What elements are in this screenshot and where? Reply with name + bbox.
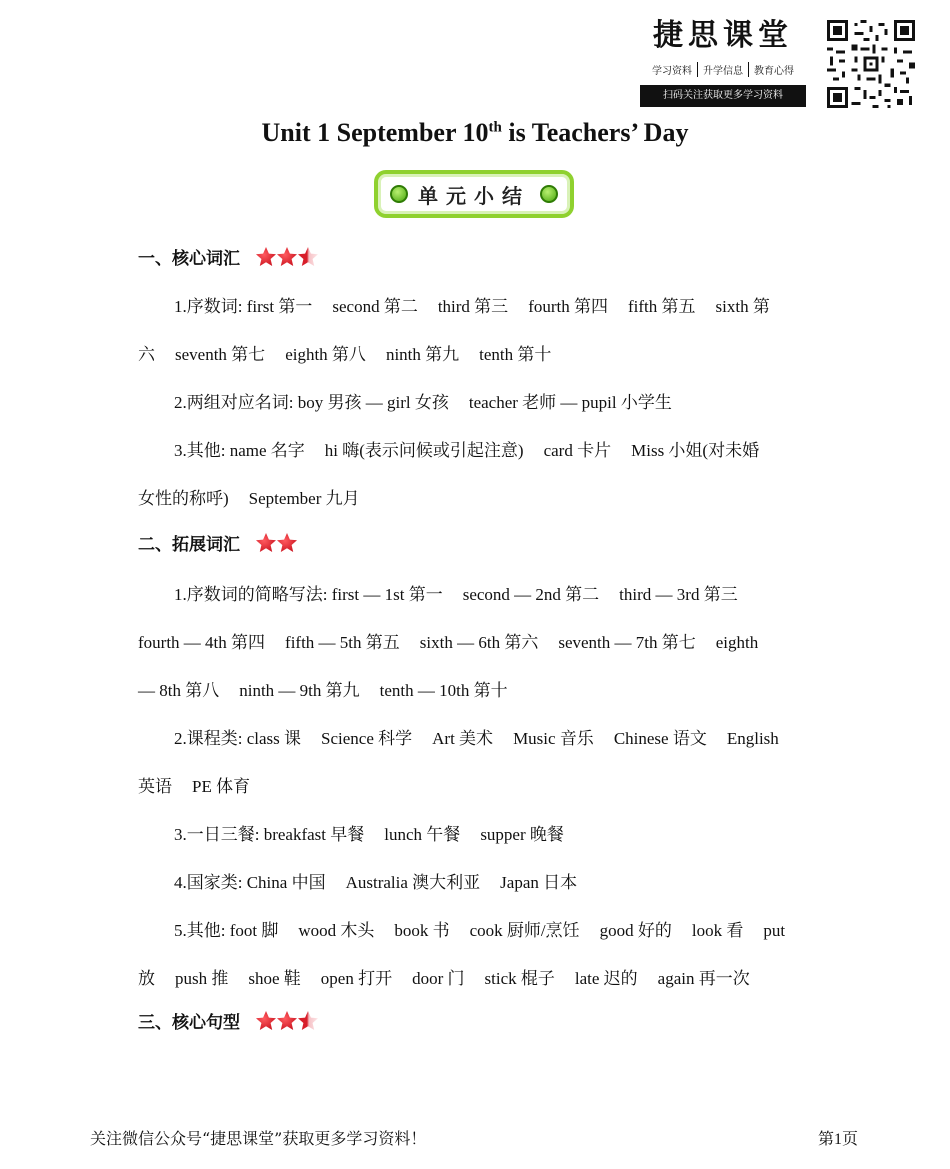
title-rest: is Teachers’ Day bbox=[501, 118, 689, 147]
half-star-icon bbox=[296, 245, 320, 269]
text-line bbox=[138, 340, 828, 365]
text-item: lunch 午餐 bbox=[384, 825, 461, 844]
text-item: English bbox=[726, 729, 779, 748]
text-item: Japan 日本 bbox=[500, 873, 578, 892]
text-item: ninth 第九 bbox=[385, 345, 460, 364]
text-item: 3.一日三餐: breakfast 早餐 bbox=[174, 825, 365, 844]
text-item: ninth — 9th 第九 bbox=[239, 681, 360, 700]
text-item: open 打开 bbox=[320, 969, 393, 988]
section-heading-extended-vocab bbox=[138, 530, 296, 555]
text-line bbox=[138, 772, 828, 797]
qr-code-icon[interactable] bbox=[827, 20, 915, 108]
text-item: September 九月 bbox=[248, 489, 360, 508]
text-line bbox=[174, 436, 864, 461]
text-item: third — 3rd 第三 bbox=[619, 585, 738, 604]
brand-scan-bar: 扫码关注获取更多学习资料 bbox=[640, 85, 806, 107]
brand-links bbox=[640, 62, 806, 77]
text-item: eighth 第八 bbox=[285, 345, 366, 364]
text-item: second — 2nd 第二 bbox=[462, 585, 600, 604]
text-item: 2.课程类: class 课 bbox=[174, 729, 302, 748]
text-item: 5.其他: foot 脚 bbox=[174, 921, 279, 940]
unit-summary-badge bbox=[374, 170, 574, 218]
text-line bbox=[138, 676, 828, 701]
text-item: second 第二 bbox=[332, 297, 418, 316]
text-item: seventh 第七 bbox=[175, 345, 266, 364]
text-item: fifth — 5th 第五 bbox=[285, 633, 400, 652]
text-item: fourth 第四 bbox=[528, 297, 608, 316]
text-item: third 第三 bbox=[437, 297, 509, 316]
text-item: book 书 bbox=[394, 921, 450, 940]
rating-stars bbox=[254, 531, 296, 555]
text-item: Music 音乐 bbox=[513, 729, 594, 748]
text-line bbox=[138, 964, 828, 989]
text-line bbox=[174, 724, 864, 749]
text-item: tenth — 10th 第十 bbox=[379, 681, 508, 700]
brand-link-study[interactable]: 学习资料 bbox=[647, 62, 698, 77]
text-item: eighth bbox=[715, 633, 759, 652]
text-line bbox=[174, 820, 864, 845]
brand-block bbox=[640, 16, 806, 107]
text-item: 4.国家类: China 中国 bbox=[174, 873, 326, 892]
green-dot-icon bbox=[390, 185, 408, 203]
text-item: teacher 老师 — pupil 小学生 bbox=[468, 393, 672, 412]
section-heading-core-vocab bbox=[138, 244, 317, 269]
text-line bbox=[174, 580, 864, 605]
text-item: stick 棍子 bbox=[484, 969, 555, 988]
text-item: — 8th 第八 bbox=[138, 681, 220, 700]
section-title: 一、核心词汇 bbox=[138, 249, 240, 269]
section-heading-core-sentences bbox=[138, 1008, 317, 1033]
title-main: Unit 1 September 10 bbox=[261, 118, 489, 147]
text-item: wood 木头 bbox=[298, 921, 375, 940]
title-sup: th bbox=[488, 119, 502, 136]
text-item: cook 厨师/烹饪 bbox=[469, 921, 580, 940]
text-item: PE 体育 bbox=[192, 777, 251, 796]
text-item: fifth 第五 bbox=[627, 297, 696, 316]
text-item: door 门 bbox=[412, 969, 465, 988]
page-number: 第1页 bbox=[818, 1131, 859, 1148]
text-item: sixth — 6th 第六 bbox=[419, 633, 539, 652]
text-item: fourth — 4th 第四 bbox=[138, 633, 266, 652]
rating-stars bbox=[254, 1009, 317, 1033]
section-title: 二、拓展词汇 bbox=[138, 535, 240, 555]
brand-name: 捷思课堂 bbox=[653, 18, 793, 53]
text-item: 1.序数词的简略写法: first — 1st 第一 bbox=[174, 585, 443, 604]
text-item: 1.序数词: first 第一 bbox=[174, 297, 313, 316]
text-item: 六 bbox=[138, 345, 155, 364]
text-item: Australia 澳大利亚 bbox=[345, 873, 481, 892]
section-title: 三、核心句型 bbox=[138, 1013, 240, 1033]
text-item: 3.其他: name 名字 bbox=[174, 441, 305, 460]
text-line bbox=[138, 628, 828, 653]
text-item: Chinese 语文 bbox=[613, 729, 707, 748]
text-item: look 看 bbox=[691, 921, 744, 940]
text-item: again 再一次 bbox=[657, 969, 750, 988]
text-item: good 好的 bbox=[599, 921, 672, 940]
text-line bbox=[138, 484, 828, 509]
page-title bbox=[0, 118, 950, 148]
text-item: 女性的称呼) bbox=[138, 489, 229, 508]
text-item: 2.两组对应名词: boy 男孩 — girl 女孩 bbox=[174, 393, 449, 412]
half-star-icon bbox=[296, 1009, 320, 1033]
rating-stars bbox=[254, 245, 317, 269]
text-line bbox=[174, 868, 864, 893]
text-line bbox=[174, 388, 864, 413]
brand-link-education[interactable]: 教育心得 bbox=[754, 66, 794, 77]
text-item: seventh — 7th 第七 bbox=[558, 633, 696, 652]
text-item: put bbox=[763, 921, 786, 940]
text-line bbox=[174, 916, 864, 941]
footer-note: 关注微信公众号“捷思课堂”获取更多学习资料！ bbox=[90, 1129, 427, 1148]
text-item: Miss 小姐(对未婚 bbox=[631, 441, 760, 460]
brand-link-admission[interactable]: 升学信息 bbox=[698, 62, 749, 77]
text-item: shoe 鞋 bbox=[248, 969, 301, 988]
text-item: 放 bbox=[138, 969, 155, 988]
text-item: 英语 bbox=[138, 777, 172, 796]
green-dot-icon bbox=[540, 185, 558, 203]
text-item: late 迟的 bbox=[574, 969, 638, 988]
text-item: sixth 第 bbox=[715, 297, 770, 316]
text-item: tenth 第十 bbox=[479, 345, 552, 364]
badge-label: 单元小结 bbox=[418, 183, 530, 208]
text-item: card 卡片 bbox=[543, 441, 612, 460]
star-icon bbox=[275, 531, 299, 555]
text-line bbox=[174, 292, 864, 317]
text-item: Science 科学 bbox=[321, 729, 413, 748]
text-item: Art 美术 bbox=[432, 729, 494, 748]
text-item: hi 嗨(表示问候或引起注意) bbox=[324, 441, 524, 460]
text-item: supper 晚餐 bbox=[480, 825, 564, 844]
text-item: push 推 bbox=[175, 969, 229, 988]
